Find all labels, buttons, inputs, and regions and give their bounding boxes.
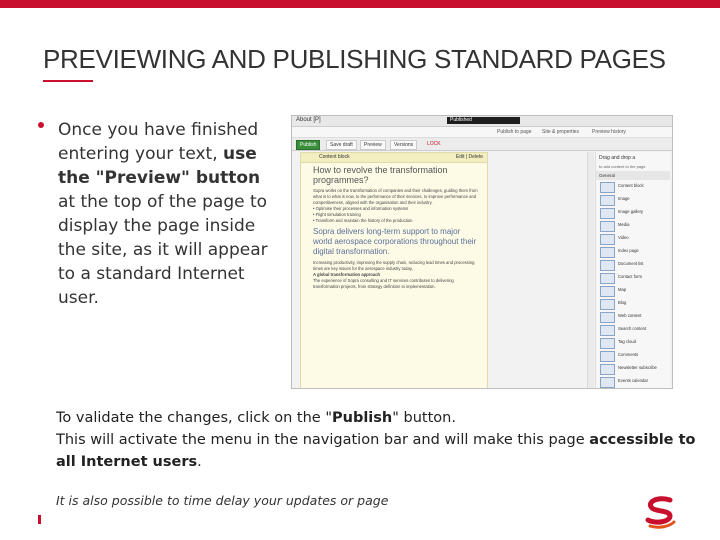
component-thumbnail-icon — [600, 364, 615, 375]
accessible-bold: accessible to all Internet users — [56, 432, 696, 470]
editor-list-item: • Optimise their processes and information systems — [313, 206, 409, 211]
editor-heading: How to revolve the transformation programmes? — [313, 165, 448, 185]
component-thumbnail-icon — [600, 351, 615, 362]
component-item[interactable] — [596, 375, 670, 388]
component-thumbnail-icon — [600, 234, 615, 245]
para-line1: To validate the changes, click on the " — [56, 410, 332, 426]
editor-header-right[interactable]: Edit | Delete — [455, 154, 483, 160]
sidebar-subtitle: to add content to the page — [599, 164, 646, 169]
components-sidebar — [595, 152, 670, 388]
component-label: Image gallery — [618, 209, 644, 214]
window-titlebar — [292, 116, 672, 127]
component-thumbnail-icon — [600, 312, 615, 323]
component-label: Content block — [618, 183, 644, 188]
component-item[interactable] — [596, 362, 670, 375]
component-label: Document list — [618, 261, 644, 266]
component-item[interactable] — [596, 297, 670, 310]
component-thumbnail-icon — [600, 208, 615, 219]
para-line2b: . — [197, 454, 202, 470]
component-label: Video — [618, 235, 629, 240]
component-item[interactable] — [596, 284, 670, 297]
component-thumbnail-icon — [600, 195, 615, 206]
component-thumbnail-icon — [600, 221, 615, 232]
component-label: Events calendar — [618, 378, 649, 383]
bullet-part2: at the top of the page to display the page inside the site, as it will appear to a standard Internet user. — [58, 192, 268, 308]
component-thumbnail-icon — [600, 325, 615, 336]
component-item[interactable] — [596, 219, 670, 232]
tab-preview-history[interactable]: Preview history — [592, 129, 626, 135]
component-thumbnail-icon — [600, 299, 615, 310]
component-label: Newsletter subscribe — [618, 365, 657, 370]
sidebar-title: Drag and drop a — [599, 155, 636, 161]
component-item[interactable] — [596, 193, 670, 206]
editor-list-item: • Flight simulation training — [313, 212, 361, 217]
bullet-icon — [38, 122, 44, 128]
component-label: Web content — [618, 313, 642, 318]
tab-publish[interactable]: Publish to page — [497, 129, 532, 135]
component-label: Map — [618, 287, 627, 292]
slide-title: PREVIEWING AND PUBLISHING STANDARD PAGES — [43, 44, 666, 74]
component-label: Blog — [618, 300, 627, 305]
publish-button[interactable]: Publish — [296, 140, 320, 150]
component-item[interactable] — [596, 310, 670, 323]
save-draft-button[interactable]: Save draft — [326, 140, 357, 150]
editor-paragraph-2: Increasing productivity, improving the supply chain, reducing lead times and processing times are key issues for the aerospace industry today. — [313, 260, 475, 271]
component-item[interactable] — [596, 258, 670, 271]
component-label: Search content — [618, 326, 647, 331]
note-text: It is also possible to time delay your updates or page — [56, 493, 389, 508]
editor-list-item: • Transform and maintain the history of the production — [313, 218, 413, 223]
title-underline — [43, 80, 93, 82]
tabs-row — [292, 127, 672, 138]
component-thumbnail-icon — [600, 338, 615, 349]
sidebar-section[interactable]: General — [596, 171, 670, 180]
lock-indicator: LOCK — [427, 141, 441, 147]
content-editor[interactable] — [300, 152, 488, 389]
editor-subheading: Sopra delivers long-term support to major world aerospace corporations throughout their digital transformation. — [313, 227, 477, 256]
component-label: Media — [618, 222, 630, 227]
editor-header-left: Content block — [319, 154, 350, 160]
instructions-paragraph — [56, 407, 696, 473]
component-thumbnail-icon — [600, 377, 615, 388]
accent-top-bar — [0, 0, 720, 8]
bullet-part1: Once you have finished entering your text, — [58, 120, 259, 164]
component-item[interactable] — [596, 349, 670, 362]
bullet-text — [58, 118, 273, 310]
component-label: Image — [618, 196, 630, 201]
component-label: Index page — [618, 248, 639, 253]
component-item[interactable] — [596, 323, 670, 336]
component-item[interactable] — [596, 206, 670, 219]
component-thumbnail-icon — [600, 182, 615, 193]
editor-paragraph-3: The experience of Sopra consulting and IT services contributes to delivering transformation projects, from strategy definition to implementation. — [313, 278, 454, 289]
component-label: Comments — [618, 352, 639, 357]
tab-site-properties[interactable]: Site & properties — [542, 129, 579, 135]
cms-screenshot — [291, 115, 673, 389]
sopra-logo-icon — [640, 496, 680, 530]
component-item[interactable] — [596, 180, 670, 193]
editor-paragraph-1: Sopra works on the transformation of companies and their challenges, guiding them from what is to what is now, to the performance of their services, to improve performance and competitiveness, aligned with the organisation and their industry. — [313, 188, 478, 205]
editor-body — [313, 165, 481, 290]
preview-button[interactable]: Preview — [360, 140, 386, 150]
editor-toolbar — [292, 138, 672, 151]
bullet-bold1: use the "Preview" button — [58, 144, 261, 188]
component-list — [596, 180, 670, 388]
component-thumbnail-icon — [600, 273, 615, 284]
editor-bold-line: A global transformation approach — [313, 272, 381, 277]
editor-header — [301, 153, 487, 163]
component-thumbnail-icon — [600, 247, 615, 258]
versions-button[interactable]: Versions — [390, 140, 417, 150]
component-thumbnail-icon — [600, 260, 615, 271]
footer-accent-mark — [38, 515, 41, 524]
component-item[interactable] — [596, 336, 670, 349]
component-item[interactable] — [596, 232, 670, 245]
para-line2: This will activate the menu in the navigation bar and will make this page — [56, 432, 590, 448]
component-label: Contact form — [618, 274, 642, 279]
publish-bold: Publish — [332, 410, 393, 426]
component-thumbnail-icon — [600, 286, 615, 297]
component-label: Tag cloud — [618, 339, 636, 344]
window-title: About [P] — [296, 117, 321, 123]
para-line1b: " button. — [392, 410, 456, 426]
component-item[interactable] — [596, 245, 670, 258]
component-item[interactable] — [596, 271, 670, 284]
editor-scrollbar[interactable] — [587, 152, 594, 388]
status-badge: Published — [447, 117, 520, 124]
